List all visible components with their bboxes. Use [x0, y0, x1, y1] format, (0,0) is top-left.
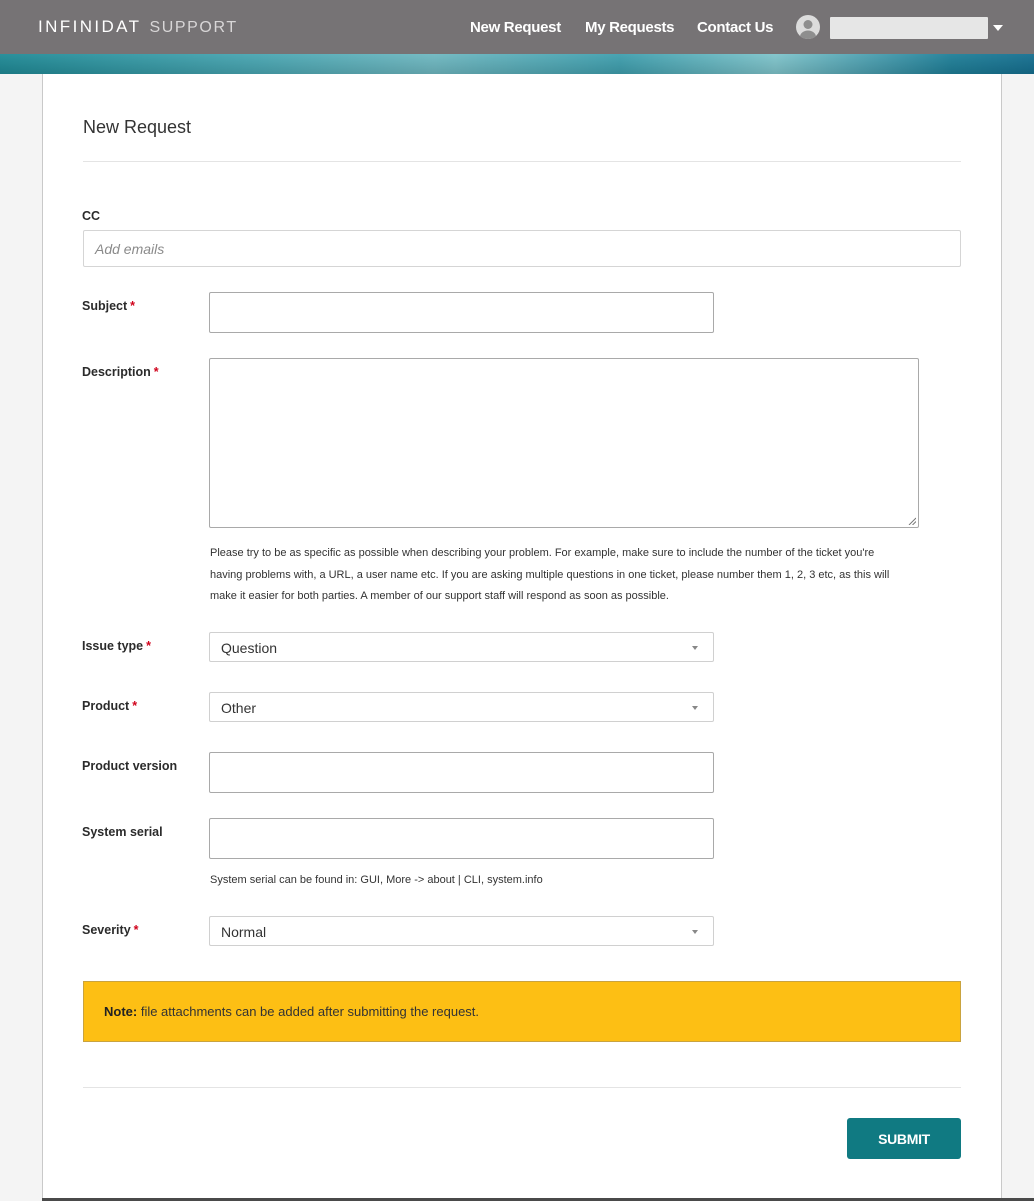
severity-value: Normal: [221, 924, 267, 940]
nav-new-request[interactable]: New Request: [470, 19, 561, 36]
cc-email-input[interactable]: [83, 230, 961, 267]
severity-label: Severity *: [82, 923, 139, 937]
page-title: New Request: [83, 117, 192, 137]
issue-type-value: Question: [221, 640, 278, 656]
issue-type-select[interactable]: [209, 632, 714, 662]
attachment-note-banner: [83, 981, 961, 1042]
brand-main: INFINIDAT: [38, 17, 142, 36]
required-mark: *: [146, 639, 152, 653]
required-mark: *: [130, 299, 136, 313]
user-avatar-icon[interactable]: [796, 15, 820, 39]
header-wave-banner: [0, 54, 1034, 74]
dropdown-arrow-icon: [692, 706, 698, 710]
top-nav-bar: [0, 0, 1034, 54]
system-serial-input[interactable]: [209, 818, 714, 859]
form-footer-divider: [83, 1087, 961, 1088]
dropdown-arrow-icon: [692, 646, 698, 650]
subject-label: Subject *: [82, 299, 136, 313]
dropdown-arrow-icon: [692, 930, 698, 934]
system-serial-help-text: System serial can be found in: GUI, More -> about | CLI, system.info: [210, 874, 543, 886]
product-label: Product *: [82, 699, 138, 713]
user-name-field[interactable]: [830, 17, 988, 39]
cc-label: CC: [82, 209, 101, 223]
nav-my-requests[interactable]: My Requests: [585, 19, 675, 36]
description-label: Description *: [82, 365, 159, 379]
chevron-down-icon[interactable]: [993, 25, 1003, 31]
description-help-text: Please try to be as specific as possible when describing your problem. For example, make sure to include the number of the ticket you're having problems with, a URL, a user name etc. If you are asking multiple questions in one ticket, please number them 1, 2, 3 etc, as this will make it easier for both parties. A member of our support staff will respond as soon as possible.: [210, 547, 890, 602]
required-mark: *: [133, 923, 139, 937]
note-text: Note: file attachments can be added after submitting the request.: [104, 1004, 480, 1019]
brand-logo[interactable]: [38, 17, 238, 37]
issue-type-label: Issue type *: [82, 639, 152, 653]
nav-contact-us[interactable]: Contact Us: [697, 19, 774, 36]
product-version-input[interactable]: [209, 752, 714, 793]
submit-button[interactable]: SUBMIT: [847, 1118, 961, 1159]
brand-sub: SUPPORT: [149, 19, 238, 36]
required-mark: *: [153, 365, 159, 379]
description-textarea[interactable]: [209, 358, 919, 528]
cc-placeholder: Add emails: [95, 241, 165, 257]
required-mark: *: [132, 699, 138, 713]
product-value: Other: [221, 700, 257, 716]
subject-input[interactable]: [209, 292, 714, 333]
product-select[interactable]: [209, 692, 714, 722]
title-divider: [83, 161, 961, 162]
product-version-label: Product version: [82, 759, 178, 773]
system-serial-label: System serial: [82, 825, 163, 839]
severity-select[interactable]: [209, 916, 714, 946]
resize-handle-icon[interactable]: [908, 517, 916, 525]
